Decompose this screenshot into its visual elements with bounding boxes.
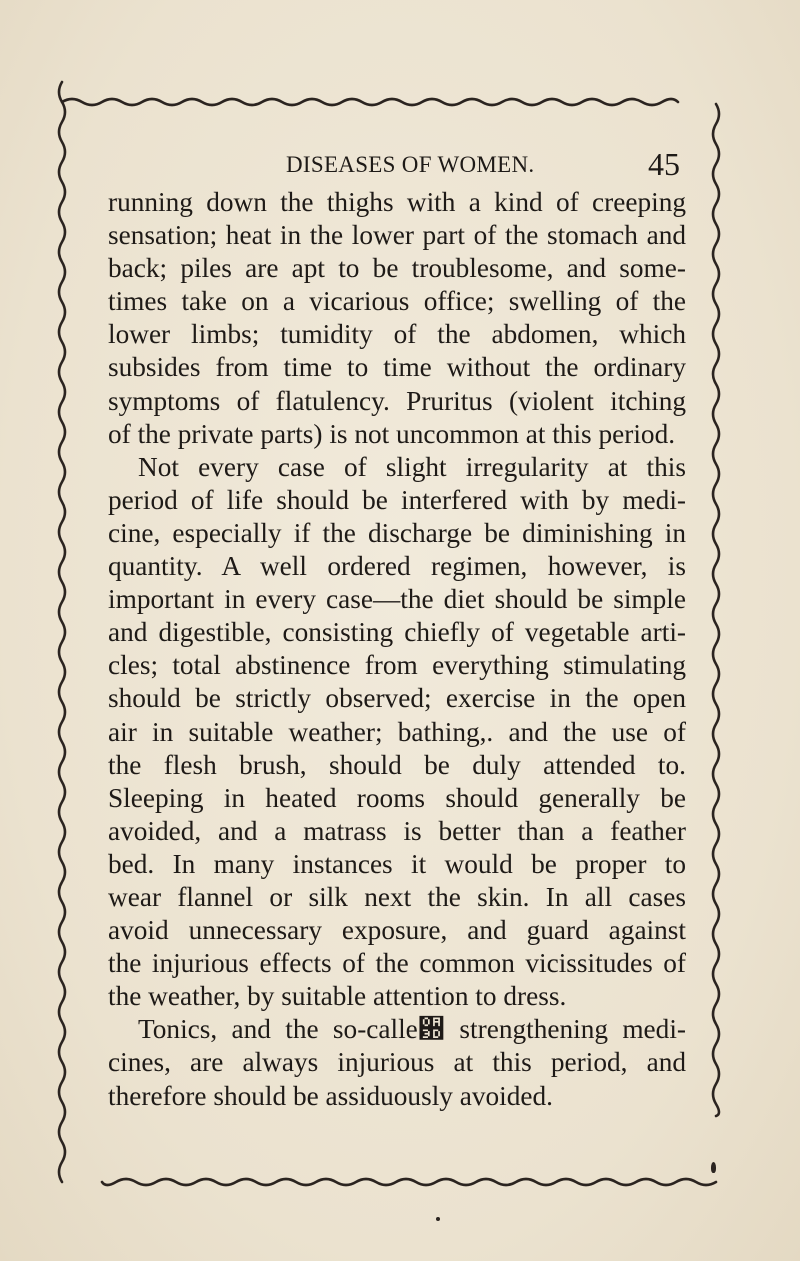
text-line: should be strictly observed; exercise in the open	[108, 683, 686, 714]
text-line: the flesh brush, should be duly attended to.	[108, 749, 686, 780]
text-line: the weather, by suitable attention to dress.	[108, 981, 567, 1012]
text-line: of the private parts) is not uncommon at this period.	[108, 418, 676, 449]
text-line: air in suitable weather; bathing,. and the use of	[108, 716, 686, 747]
text-line: running down the thighs with a kind of creeping	[108, 187, 686, 217]
text-line: therefore should be assiduously avoided.	[108, 1080, 553, 1111]
text-line: sensation; heat in the lower part of the stomach and	[108, 220, 686, 251]
text-line: lower limbs; tumidity of the abdomen, which	[108, 319, 686, 350]
border-right	[713, 104, 719, 1116]
text-line: avoid unnecessary exposure, and guard against	[108, 915, 686, 946]
border-left	[59, 82, 65, 1182]
page-header	[110, 148, 682, 182]
text-line: avoided, and a matrass is better than a feather	[108, 815, 686, 846]
text-line: back; piles are apt to be troublesome, and some-	[108, 253, 686, 284]
text-line: period of life should be interfered with by medi-	[108, 484, 686, 515]
text-line: cine, especially if the discharge be diminishing in	[108, 517, 686, 548]
ink-mark	[711, 1162, 716, 1173]
ink-dot	[436, 1217, 440, 1221]
text-line: and digestible, consisting chiefly of vegetable arti-	[108, 617, 686, 648]
text-line: cines, are always injurious at this period, and	[108, 1047, 686, 1078]
text-line: Tonics, and the so-calle਽ strengthening medi-	[138, 1014, 686, 1045]
page-number: 45	[648, 146, 680, 182]
text-line: times take on a vicarious office; swelling of the	[108, 286, 686, 317]
text-line: Sleeping in heated rooms should generally be	[108, 782, 686, 813]
border-top	[62, 99, 678, 105]
text-line: important in every case—the diet should be simple	[108, 584, 686, 615]
border-bottom	[102, 1179, 716, 1185]
text-line: symptoms of flatulency. Pruritus (violent itching	[108, 385, 686, 416]
text-line: bed. In many instances it would be proper to	[108, 848, 686, 879]
text-line: the injurious effects of the common vicissitudes of	[108, 948, 686, 979]
text-line: cles; total abstinence from everything stimulating	[108, 650, 686, 681]
text-line: quantity. A well ordered regimen, however, is	[108, 551, 686, 582]
running-head: DISEASES OF WOMEN.	[286, 152, 535, 177]
text-line: wear flannel or silk next the skin. In all cases	[108, 881, 686, 912]
text-line: subsides from time to time without the ordinary	[108, 352, 686, 383]
text-line: Not every case of slight irregularity at this	[138, 451, 686, 482]
body-text	[108, 186, 686, 1113]
